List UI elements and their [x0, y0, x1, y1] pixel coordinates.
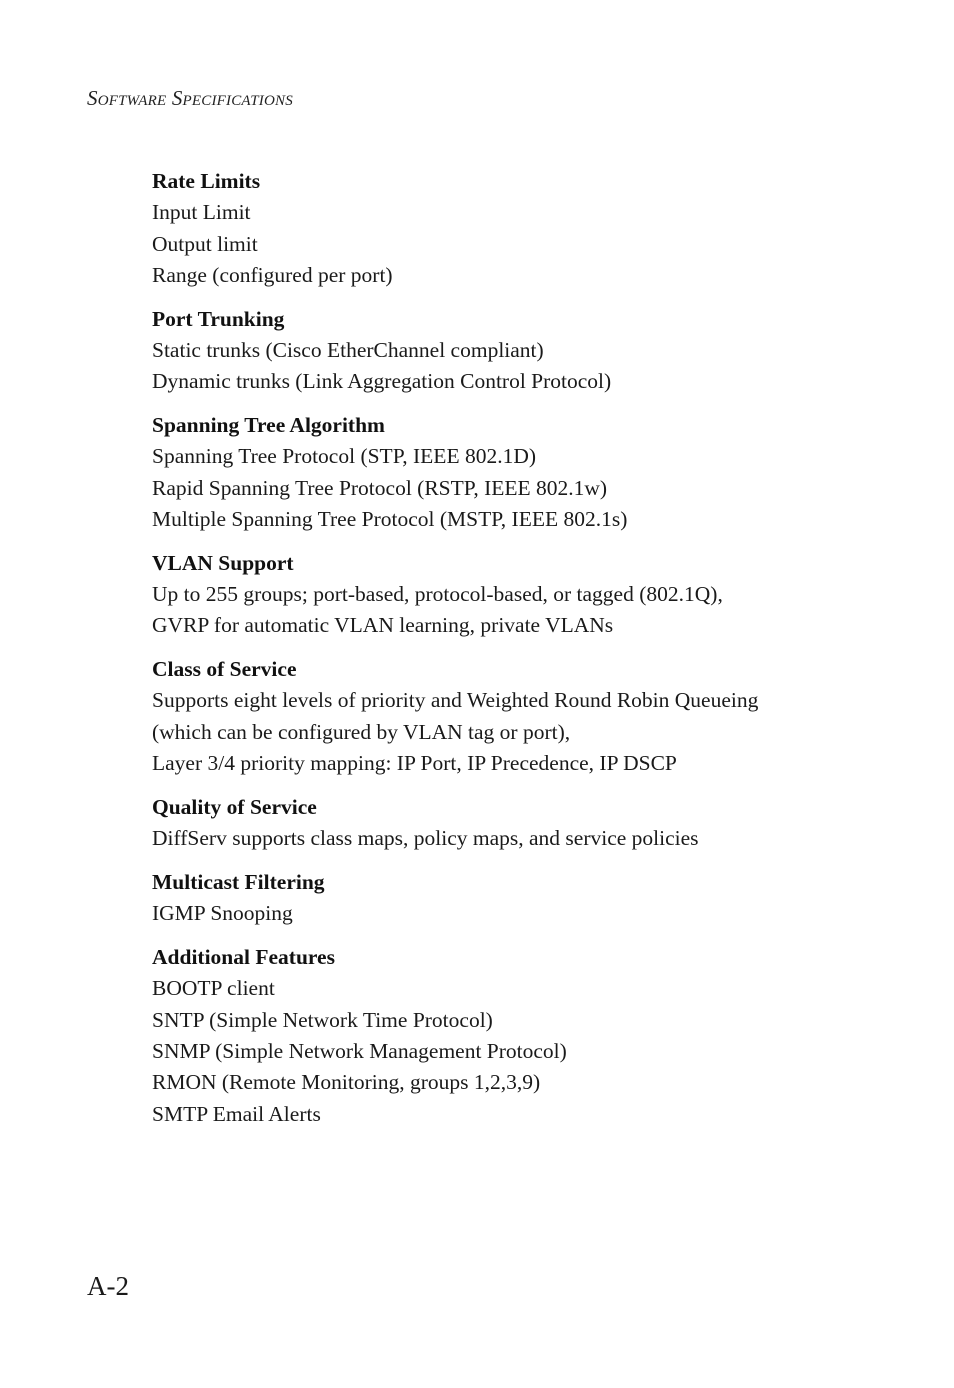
section-line: (which can be configured by VLAN tag or port), — [152, 719, 571, 744]
section-line: Range (configured per port) — [152, 262, 393, 287]
section-line: Input Limit — [152, 200, 251, 225]
section-quality-of-service — [152, 792, 852, 855]
section-title: Rate Limits — [152, 169, 261, 193]
section-line: Static trunks (Cisco EtherChannel compliant) — [152, 337, 544, 362]
section-line: Layer 3/4 priority mapping: IP Port, IP Precedence, IP DSCP — [152, 751, 677, 776]
section-line: Multiple Spanning Tree Protocol (MSTP, IEEE 802.1s) — [152, 506, 628, 531]
section-title: VLAN Support — [152, 550, 294, 575]
section-line: Supports eight levels of priority and Weighted Round Robin Queueing — [152, 688, 759, 713]
section-line: RMON (Remote Monitoring, groups 1,2,3,9) — [152, 1070, 541, 1095]
spec-content — [152, 166, 852, 1142]
section-title: Multicast Filtering — [152, 869, 325, 894]
section-line: Up to 255 groups; port-based, protocol-based, or tagged (802.1Q), — [152, 582, 723, 607]
section-title: Spanning Tree Algorithm — [152, 413, 385, 438]
section-line: DiffServ supports class maps, policy maps, and service policies — [152, 826, 699, 851]
section-line: Rapid Spanning Tree Protocol (RSTP, IEEE 802.1w) — [152, 475, 608, 500]
section-rate-limits — [152, 166, 852, 291]
section-line: SNTP (Simple Network Time Protocol) — [152, 1007, 493, 1032]
section-vlan-support — [152, 548, 852, 642]
section-line: Spanning Tree Protocol (STP, IEEE 802.1D) — [152, 444, 537, 469]
section-line: SNMP (Simple Network Management Protocol) — [152, 1038, 567, 1063]
section-multicast-filtering — [152, 867, 852, 930]
section-line: GVRP for automatic VLAN learning, private VLANs — [152, 613, 614, 638]
section-class-of-service — [152, 654, 852, 779]
running-header: Software Specifications — [87, 86, 293, 110]
section-line: Output limit — [152, 231, 258, 256]
section-title: Port Trunking — [152, 306, 285, 331]
section-title: Quality of Service — [152, 794, 317, 819]
section-line: Dynamic trunks (Link Aggregation Control Protocol) — [152, 369, 612, 394]
section-title: Class of Service — [152, 657, 297, 682]
section-spanning-tree — [152, 410, 852, 535]
section-line: IGMP Snooping — [152, 901, 293, 926]
section-port-trunking — [152, 304, 852, 398]
section-line: BOOTP client — [152, 976, 275, 1001]
page-number: A-2 — [87, 1271, 129, 1301]
section-line: SMTP Email Alerts — [152, 1101, 321, 1126]
section-title: Additional Features — [152, 945, 335, 970]
section-additional-features — [152, 942, 852, 1130]
